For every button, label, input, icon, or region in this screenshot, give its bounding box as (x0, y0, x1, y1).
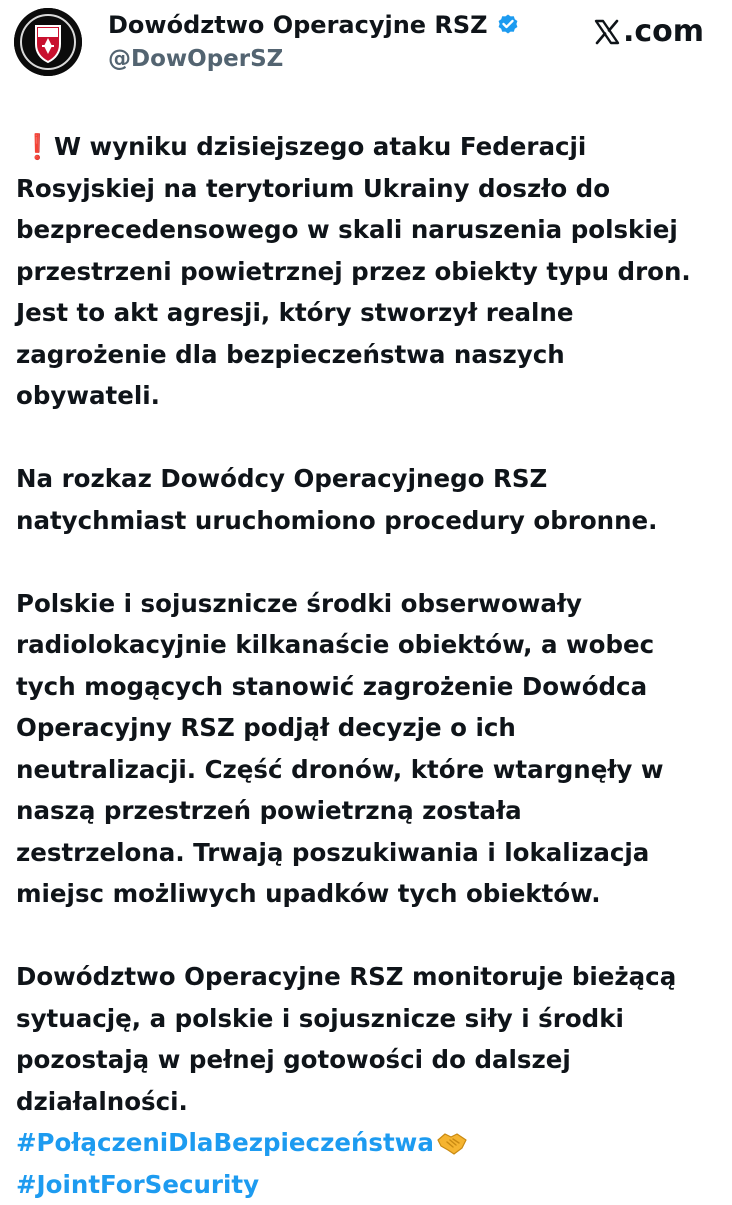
post-paragraph-2: Na rozkaz Dowódcy Operacyjnego RSZ natychmiast uruchomiono procedury obronne. (16, 458, 722, 541)
user-handle[interactable]: @DowOperSZ (108, 44, 520, 74)
hashtag-link[interactable]: #JointForSecurity (16, 1164, 722, 1205)
avatar[interactable] (14, 8, 82, 76)
display-name[interactable]: Dowództwo Operacyjne RSZ (108, 10, 488, 40)
x-logo-icon (593, 18, 621, 46)
handshake-icon (436, 1128, 468, 1158)
site-domain: .com (623, 14, 704, 50)
post-paragraph-1 (16, 126, 722, 417)
x-site-label (593, 14, 704, 50)
post-paragraph-3: Polskie i sojusznicze środki obserwowały radiolokacyjnie kilkanaście obiektów, a wobec tych mogących stanowić zagrożenie Dowódca Operacyjny RSZ podjął decyzje o ich neutralizacji. Część dronów, które wtargnęły w naszą przestrzeń powietrzną została zestrzelona. Trwają poszukiwania i lokalizacja miejsc możliwych upadków tych obiektów. (16, 583, 722, 915)
post-paragraph-4: Dowództwo Operacyjne RSZ monitoruje bieżącą sytuację, a polskie i sojusznicze siły i środki pozostają w pełnej gotowości do dalszej działalności. (16, 956, 722, 1122)
post-body (16, 126, 722, 1205)
verified-badge-icon (496, 13, 520, 37)
hashtag-link[interactable]: #PołączeniDlaBezpieczeństwa (16, 1122, 434, 1164)
military-emblem-icon (14, 8, 82, 76)
post-header (0, 0, 732, 100)
red-exclamation-icon: ❗ (22, 126, 40, 168)
paragraph-text: W wyniku dzisiejszego ataku Federacji Rosyjskiej na terytorium Ukrainy doszło do bezprecedensowego w skali naruszenia polskiej przestrzeni powietrznej przez obiekty typu dron. Jest to akt agresji, który stworzył realne zagrożenie dla bezpieczeństwa naszych obywateli. (16, 132, 691, 410)
hashtag-row-1 (16, 1122, 722, 1164)
